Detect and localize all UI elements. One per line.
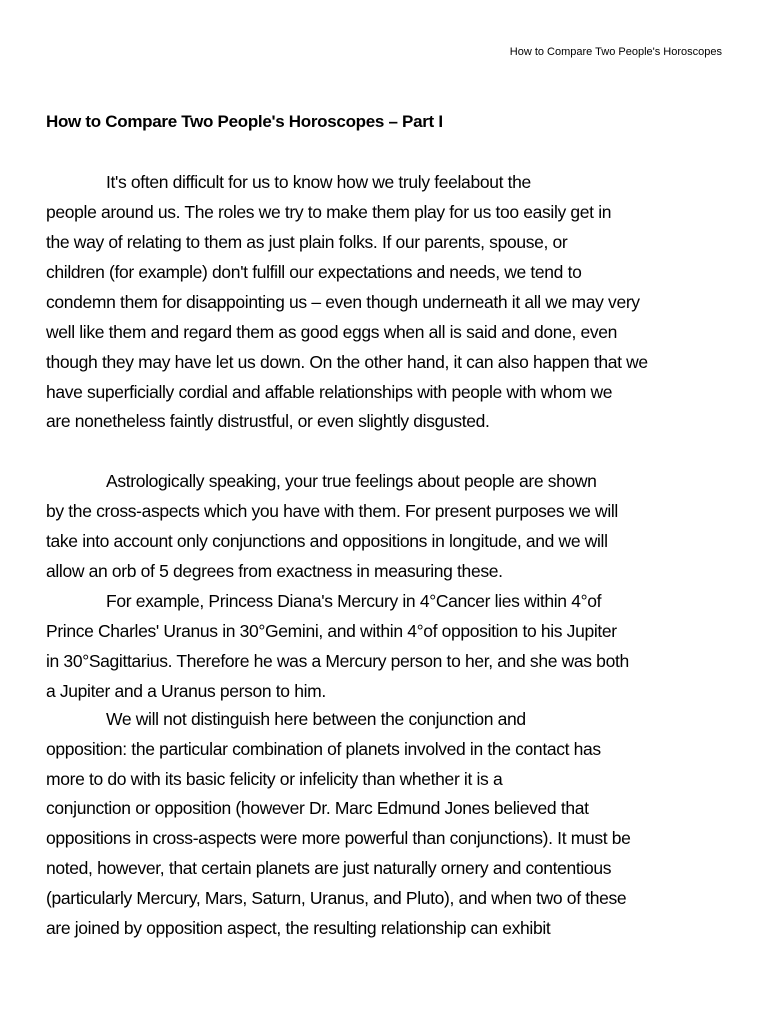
paragraph-line: (particularly Mercury, Mars, Saturn, Uranus, and Pluto), and when two of these <box>46 888 627 908</box>
paragraph-line: children (for example) don't fulfill our expectations and needs, we tend to <box>46 262 582 282</box>
paragraph-line: For example, Princess Diana's Mercury in 4°Cancer lies within 4°of <box>106 591 602 611</box>
paragraph-line: noted, however, that certain planets are just naturally ornery and contentious <box>46 858 612 878</box>
paragraph-line: are nonetheless faintly distrustful, or even slightly disgusted. <box>46 411 490 431</box>
paragraph-line: more to do with its basic felicity or infelicity than whether it is a <box>46 769 503 789</box>
paragraph-line: by the cross-aspects which you have with them. For present purposes we will <box>46 501 618 521</box>
document-title: How to Compare Two People's Horoscopes – Part I <box>46 112 443 131</box>
running-header: How to Compare Two People's Horoscopes <box>509 46 722 58</box>
paragraph-line: a Jupiter and a Uranus person to him. <box>46 681 326 701</box>
paragraph-line: the way of relating to them as just plain folks. If our parents, spouse, or <box>46 232 568 252</box>
paragraph-line: people around us. The roles we try to make them play for us too easily get in <box>46 202 612 222</box>
paragraph-line: Astrologically speaking, your true feelings about people are shown <box>106 471 597 491</box>
paragraph-line: condemn them for disappointing us – even though underneath it all we may very <box>46 292 640 312</box>
paragraph-line: have superficially cordial and affable relationships with people with whom we <box>46 382 613 402</box>
paragraph-line: take into account only conjunctions and oppositions in longitude, and we will <box>46 531 608 551</box>
paragraph-line: though they may have let us down. On the other hand, it can also happen that we <box>46 352 648 372</box>
paragraph-line: are joined by opposition aspect, the resulting relationship can exhibit <box>46 918 551 938</box>
paragraph-line: Prince Charles' Uranus in 30°Gemini, and within 4°of opposition to his Jupiter <box>46 621 617 641</box>
paragraph-line: well like them and regard them as good eggs when all is said and done, even <box>46 322 618 342</box>
paragraph-line: allow an orb of 5 degrees from exactness in measuring these. <box>46 561 503 581</box>
paragraph-line: conjunction or opposition (however Dr. Marc Edmund Jones believed that <box>46 798 589 818</box>
paragraph-line: We will not distinguish here between the conjunction and <box>106 709 526 729</box>
paragraph-line: It's often difficult for us to know how we truly feelabout the <box>106 172 531 192</box>
paragraph-line: opposition: the particular combination of planets involved in the contact has <box>46 739 601 759</box>
paragraph-line: oppositions in cross-aspects were more powerful than conjunctions). It must be <box>46 828 631 848</box>
paragraph-line: in 30°Sagittarius. Therefore he was a Mercury person to her, and she was both <box>46 651 629 671</box>
